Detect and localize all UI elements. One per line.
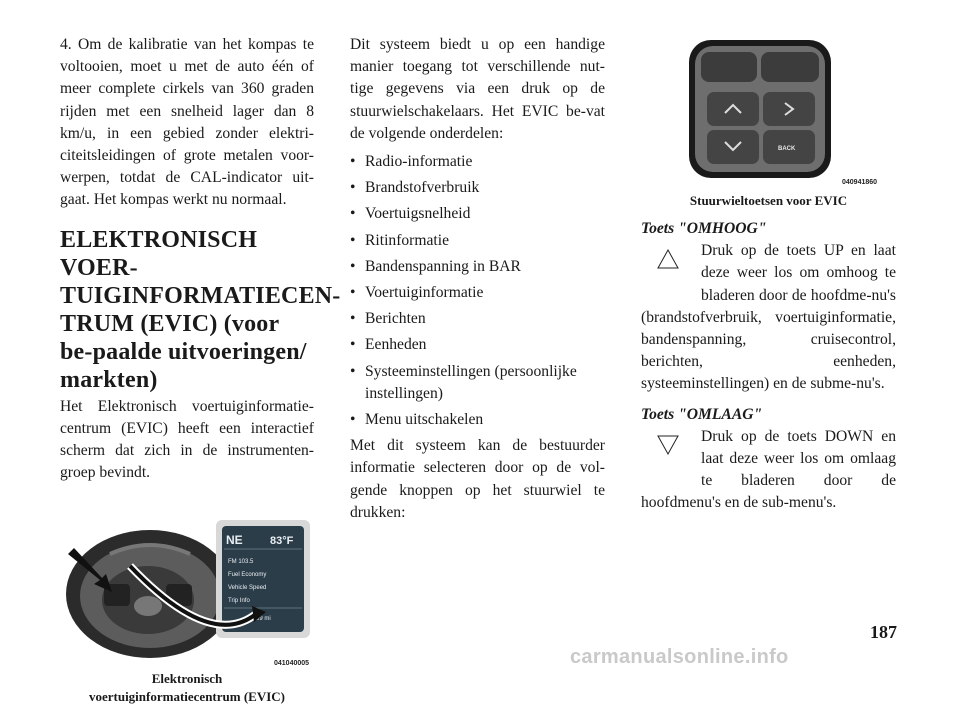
screen-temp: 83°F — [270, 535, 294, 548]
up-key-title — [641, 218, 896, 240]
list-item: • Berichten — [350, 308, 605, 330]
evic-figure — [60, 514, 314, 668]
up-arrow-icon — [641, 240, 701, 288]
down-arrow-icon — [641, 426, 701, 474]
list-item: • Voertuiginformatie — [350, 282, 605, 304]
down-key-section — [641, 404, 896, 515]
list-item: • Ritinformatie — [350, 230, 605, 252]
down-key-text: Druk op de toets DOWN en laat deze weer los om omlaag te bladeren door de hoofdmenu's en de sub-menu's. — [641, 427, 896, 512]
list-item: • Radio-informatie — [350, 151, 605, 173]
down-key-title — [641, 404, 896, 426]
figure-code: 041040005 — [274, 660, 310, 668]
figure-code: 040941860 — [842, 179, 878, 186]
evic-illustration — [60, 514, 314, 662]
screen-item: Fuel Economy — [228, 572, 267, 579]
screen-odometer: 58789 mi — [246, 616, 271, 623]
section-heading: ELEKTRONISCH VOER-TUIGINFORMATIECEN-TRUM (EVIC) (voor be-paalde uitvoeringen/ markten) — [60, 226, 341, 393]
key-prefix: Toets — [641, 405, 675, 423]
list-item: • Menu uitschakelen — [350, 409, 605, 431]
figure-caption: Stuurwieltoetsen voor EVIC — [689, 193, 848, 208]
key-prefix: Toets — [641, 220, 675, 237]
evic-buttons-intro: Met dit systeem kan de bestuurder informatie selecteren door op de vol-gende knoppen op het stuurwiel te drukken: — [350, 437, 605, 521]
screen-heading: NE — [226, 533, 243, 548]
list-item: • Eenheden — [350, 334, 605, 356]
up-key-text: Druk op de toets UP en laat deze weer los om omhoog te bladeren door de hoofdme-nu's (brandstofverbruik, voertuiginformatie, bandenspanning, cruisecontrol, berichten, eenheden, systeeminstellingen) en de subme-nu's. — [641, 242, 896, 393]
calibration-step-4: 4. Om de kalibratie van het kompas te voltooien, moet u met de auto één of meer complete cirkels van 360 graden rijden met een snelheid lager dan 8 km/u, in een gebied zonder elektri-citeitsleidingen of grote metalen voor-werpen, totdat de CAL-indicator uit-gaat. Het kompas werkt nu normaal. — [60, 36, 314, 209]
caption-line-1: Elektronisch — [151, 671, 223, 687]
watermark: carmanualsonline.info — [570, 646, 789, 668]
screen-item: Trip Info — [228, 598, 250, 605]
screen-item: FM 103.5 — [228, 559, 254, 566]
list-item: • Bandenspanning in BAR — [350, 256, 605, 278]
figure-caption — [60, 670, 314, 706]
steering-buttons-figure — [641, 34, 896, 190]
column-middle — [350, 34, 605, 524]
evic-description: Dit systeem biedt u op een handige manier toegang tot verschillende nut-tige gegevens via een druk op de stuurwielschakelaars. Het EVIC be-vat de volgende onderdelen: — [350, 36, 605, 142]
evic-intro: Het Elektronisch voertuiginformatie-centrum (EVIC) heeft een interactief scherm dat zich in de instrumenten-groep bevindt. — [60, 397, 314, 482]
key-name: "OMLAAG" — [678, 405, 763, 423]
list-item: • Voertuigsnelheid — [350, 203, 605, 225]
page-number: 187 — [870, 622, 897, 642]
screen-item: Vehicle Speed — [228, 585, 267, 592]
column-left — [60, 34, 341, 706]
steering-buttons-illustration — [641, 34, 896, 186]
list-item: • Brandstofverbruik — [350, 177, 605, 199]
caption-line-2: voertuiginformatiecentrum (EVIC) — [88, 689, 286, 705]
evic-feature-list — [350, 151, 605, 431]
list-item: • Systeeminstellingen (persoonlijke instellingen) — [350, 361, 605, 405]
back-label: BACK — [778, 146, 796, 152]
key-name: "OMHOOG" — [678, 220, 767, 237]
column-right — [641, 34, 896, 515]
up-key-section — [641, 218, 896, 396]
